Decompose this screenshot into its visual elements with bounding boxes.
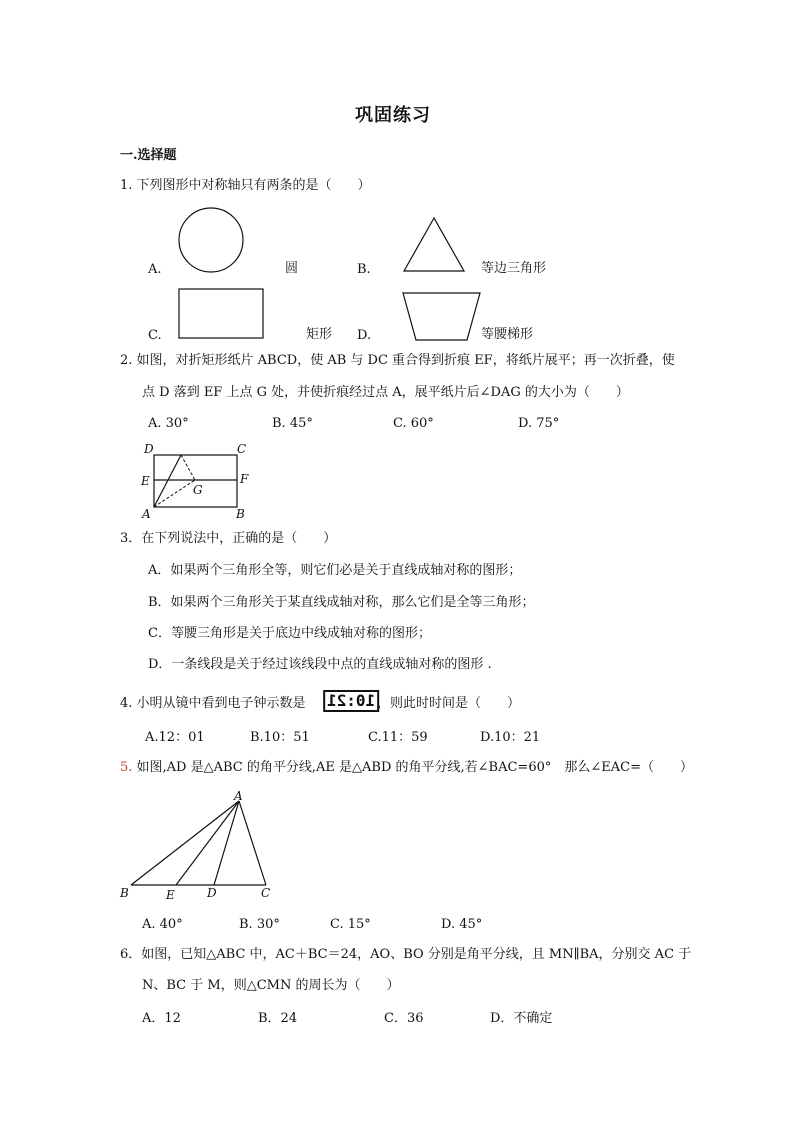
q5-option-c: C. 15° <box>330 917 371 932</box>
q1-option-c-letter: C. <box>148 328 162 343</box>
q1-option-a-letter: A. <box>148 262 162 277</box>
q1-option-b-name: 等边三角形 <box>481 261 547 276</box>
label-e: E <box>141 474 150 488</box>
q4-option-c: C.11：59 <box>368 730 428 745</box>
label-b: B <box>120 886 129 900</box>
label-f: F <box>240 472 249 486</box>
q1-option-d-letter: D. <box>357 328 372 343</box>
question-1-stem: 1. 下列图形中对称轴只有两条的是（ ） <box>120 178 371 193</box>
question-6-line-2: N、BC 于 M，则△CMN 的周长为（ ） <box>142 978 400 993</box>
question-5-number: 5. <box>120 760 133 775</box>
q2-option-d: D. 75° <box>518 416 560 431</box>
q6-option-a: A．12 <box>142 1011 181 1026</box>
q4-option-a: A.12：01 <box>145 730 205 745</box>
question-2-line-2: 点 D 落到 EF 上点 G 处，并使折痕经过点 A，展平纸片后∠DAG 的大小为（ ） <box>142 385 629 400</box>
label-d: D <box>144 442 154 456</box>
q1-option-a-name: 圆 <box>285 261 299 276</box>
label-c: C <box>261 886 271 900</box>
q6-option-b: B．24 <box>258 1011 298 1026</box>
label-c: C <box>237 442 247 456</box>
q3-option-a: A．如果两个三角形全等，则它们必是关于直线成轴对称的图形； <box>148 563 522 578</box>
q6-option-c: C．36 <box>384 1011 424 1026</box>
label-g: G <box>193 483 203 497</box>
q6-option-d: D．不确定 <box>490 1011 553 1026</box>
q3-option-b: B．如果两个三角形关于某直线成轴对称，那么它们是全等三角形； <box>148 595 535 610</box>
question-6-line-1: 6．如图，已知△ABC 中，AC＋BC＝24，AO、BO 分别是角平分线，且 MN∥BA，分别交 AC 于 <box>120 947 692 962</box>
q2-option-a: A. 30° <box>148 416 189 431</box>
q2-option-b: B. 45° <box>272 416 313 431</box>
page-title: 巩固练习 <box>355 105 431 126</box>
label-b: B <box>236 507 245 521</box>
label-d: D <box>207 886 217 900</box>
q1-option-c-name: 矩形 <box>306 327 333 342</box>
q4-option-b: B.10：51 <box>250 730 310 745</box>
mirrored-clock-display: 10:21 <box>323 690 379 712</box>
label-e: E <box>166 888 175 902</box>
question-3-stem: 3．在下列说法中，正确的是（ ） <box>120 531 337 546</box>
q5-option-d: D. 45° <box>441 917 483 932</box>
section-heading: 一.选择题 <box>120 148 177 163</box>
q2-option-c: C. 60° <box>393 416 434 431</box>
question-4-stem-before: 4. 小明从镜中看到电子钟示数是 <box>120 696 306 711</box>
label-a: A <box>234 789 243 803</box>
q1-option-d-name: 等腰梯形 <box>481 327 534 342</box>
q3-option-c: C．等腰三角形是关于底边中线成轴对称的图形； <box>148 626 431 641</box>
label-a: A <box>142 507 151 521</box>
q1-option-b-letter: B. <box>357 262 371 277</box>
question-5-text: 如图,AD 是△ABC 的角平分线,AE 是△ABD 的角平分线,若∠BAC=60° 那么∠EAC=（ ） <box>132 760 693 775</box>
q3-option-d: D．一条线段是关于经过该线段中点的直线成轴对称的图形 . <box>148 657 492 672</box>
q5-option-a: A. 40° <box>142 917 183 932</box>
q5-option-b: B. 30° <box>239 917 280 932</box>
q4-option-d: D.10：21 <box>480 730 541 745</box>
question-4-stem-after: ，则此时时间是（ ） <box>377 696 521 711</box>
question-2-line-1: 2. 如图，对折矩形纸片 ABCD，使 AB 与 DC 重合得到折痕 EF，将纸片展平；再一次折叠，使 <box>120 353 675 368</box>
